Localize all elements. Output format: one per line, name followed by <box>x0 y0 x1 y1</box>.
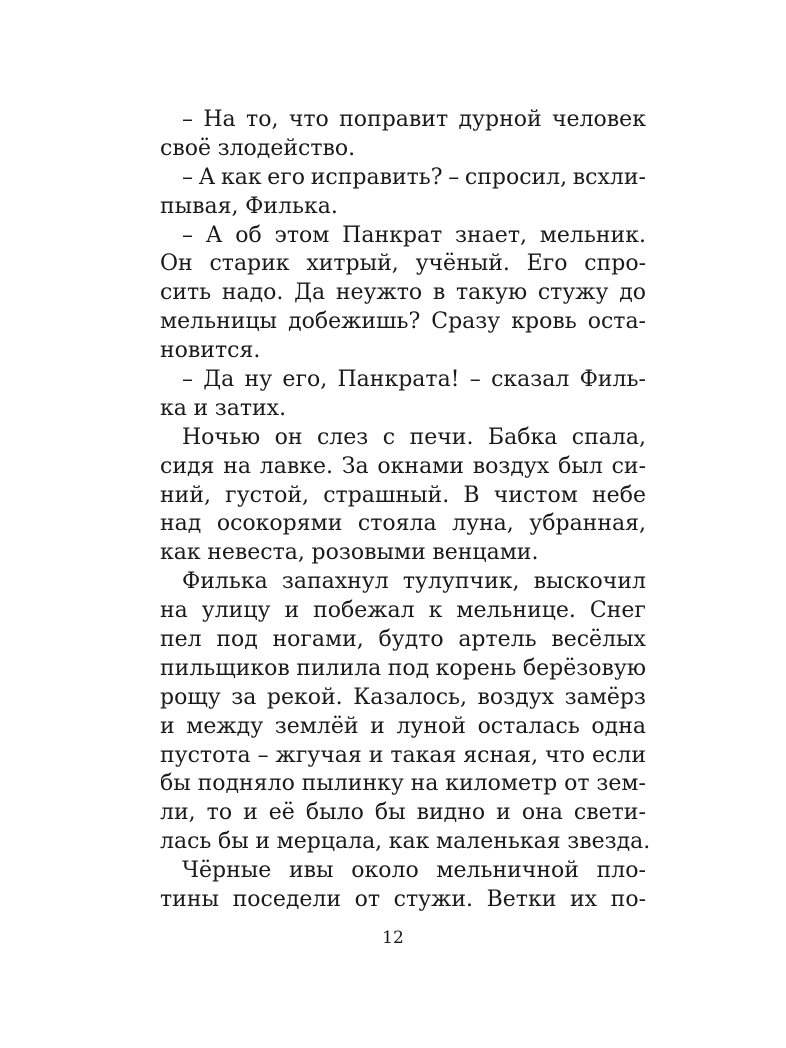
text-line: – Да ну его, Панкрата! – сказал Филь- <box>182 367 646 393</box>
body-text <box>160 106 651 915</box>
text-line: ли, то и её было бы видно и она свети- <box>160 800 646 826</box>
text-line: как невеста, розовыми венцами. <box>160 540 539 566</box>
text-line: рощу за рекой. Казалось, воздух замёрз <box>160 684 646 710</box>
text-line: мельницы добежишь? Сразу кровь оста- <box>160 309 646 335</box>
text-line: бы подняло пылинку на километр от зем- <box>160 771 646 797</box>
text-line: своё злодейство. <box>160 135 356 161</box>
text-line: новится. <box>160 338 261 364</box>
text-line: Ночью он слез с печи. Бабка спала, <box>182 424 646 450</box>
text-line: лась бы и мерцала, как маленькая звезда. <box>160 829 651 855</box>
text-line: Он старик хитрый, учёный. Его спро- <box>160 251 646 277</box>
text-line: – А об этом Панкрат знает, мельник. <box>182 222 646 248</box>
text-line: пустота – жгучая и такая ясная, что если <box>160 742 646 768</box>
text-line: тины поседели от стужи. Ветки их по- <box>160 887 646 913</box>
page-number: 12 <box>382 928 404 948</box>
text-line: пильщиков пилила под корень берёзовую <box>160 655 646 681</box>
text-line: ка и затих. <box>160 395 287 421</box>
text-line: пывая, Филька. <box>160 193 338 219</box>
text-line: – А как его исправить? – спросил, всхли- <box>182 164 646 190</box>
text-line: на улицу и побежал к мельнице. Снег <box>160 598 646 624</box>
text-line: ний, густой, страшный. В чистом небе <box>160 482 646 508</box>
text-line: над осокорями стояла луна, убранная, <box>160 511 646 537</box>
text-line: Чёрные ивы около мельничной пло- <box>182 858 646 884</box>
text-line: – На то, что поправит дурной человек <box>182 107 646 132</box>
text-line: сидя на лавке. За окнами воздух был си- <box>160 453 646 479</box>
text-line: Филька запахнул тулупчик, выскочил <box>182 569 646 595</box>
text-line: сить надо. Да неужто в такую стужу до <box>160 280 646 306</box>
text-line: и между землёй и луной осталась одна <box>160 713 646 739</box>
text-line: пел под ногами, будто артель весёлых <box>160 627 646 653</box>
